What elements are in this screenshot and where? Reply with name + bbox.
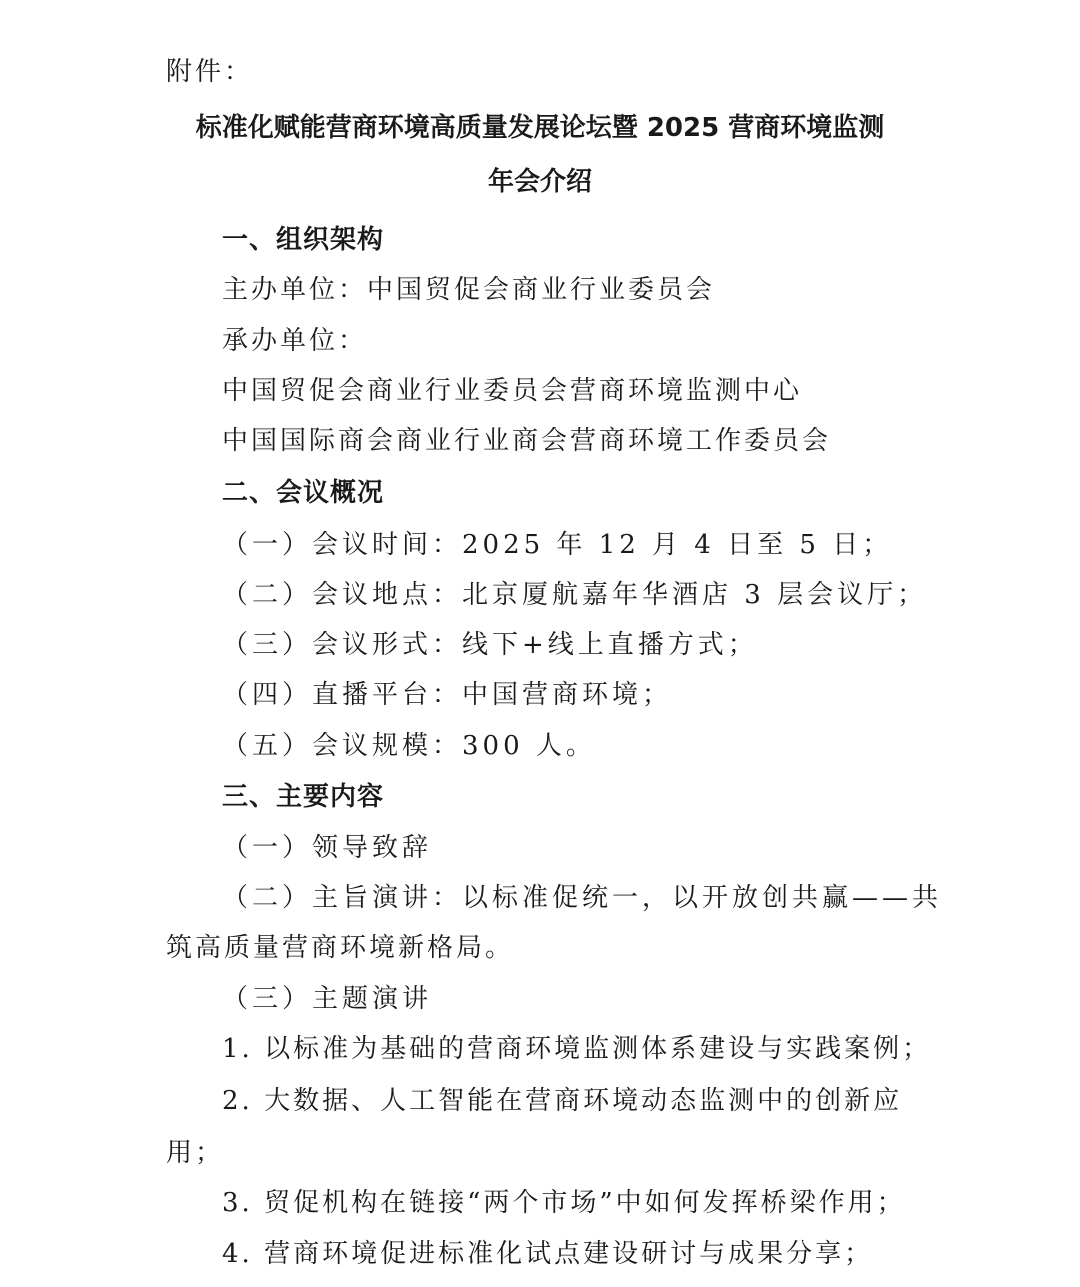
organizer-label: 承办单位：: [222, 326, 368, 356]
talk-item: 2. 大数据、人工智能在营商环境动态监测中的创新应: [222, 1086, 903, 1116]
overview-item: （五）会议规模：300 人。: [222, 731, 596, 761]
organizer-1: 中国贸促会商业行业委员会营商环境监测中心: [222, 376, 803, 406]
organizer-2: 中国国际商会商业行业商会营商环境工作委员会: [222, 426, 832, 456]
document-title-line-2: 年会介绍: [487, 167, 592, 197]
content-item-leader-speech: （一）领导致辞: [222, 833, 433, 863]
talk-item: 1. 以标准为基础的营商环境监测体系建设与实践案例；: [222, 1034, 932, 1064]
section-heading-overview: 二、会议概况: [222, 478, 385, 508]
talk-item-cont: 用；: [166, 1138, 225, 1168]
host-unit: 主办单位：中国贸促会商业行业委员会: [222, 275, 716, 305]
overview-item: （一）会议时间：2025 年 12 月 4 日至 5 日；: [222, 530, 893, 560]
talk-item: 3. 贸促机构在链接“两个市场”中如何发挥桥梁作用；: [222, 1188, 906, 1218]
section-heading-content: 三、主要内容: [222, 782, 385, 812]
overview-item: （四）直播平台：中国营商环境；: [222, 680, 673, 710]
section-heading-organization: 一、组织架构: [222, 225, 385, 255]
document-title-line-1: 标准化赋能营商环境高质量发展论坛暨 2025 营商环境监测: [195, 113, 885, 143]
overview-item: （三）会议形式：线下+线上直播方式；: [222, 630, 758, 660]
content-item-keynote: （二）主旨演讲：以标准促统一，以开放创共赢——共: [222, 883, 943, 913]
attachment-label: 附件：: [166, 57, 254, 87]
content-item-keynote-cont: 筑高质量营商环境新格局。: [166, 933, 515, 963]
overview-item: （二）会议地点：北京厦航嘉年华酒店 3 层会议厅；: [222, 580, 928, 610]
talk-item: 4. 营商环境促进标准化试点建设研讨与成果分享；: [222, 1239, 874, 1269]
content-item-theme-talks: （三）主题演讲: [222, 984, 433, 1014]
